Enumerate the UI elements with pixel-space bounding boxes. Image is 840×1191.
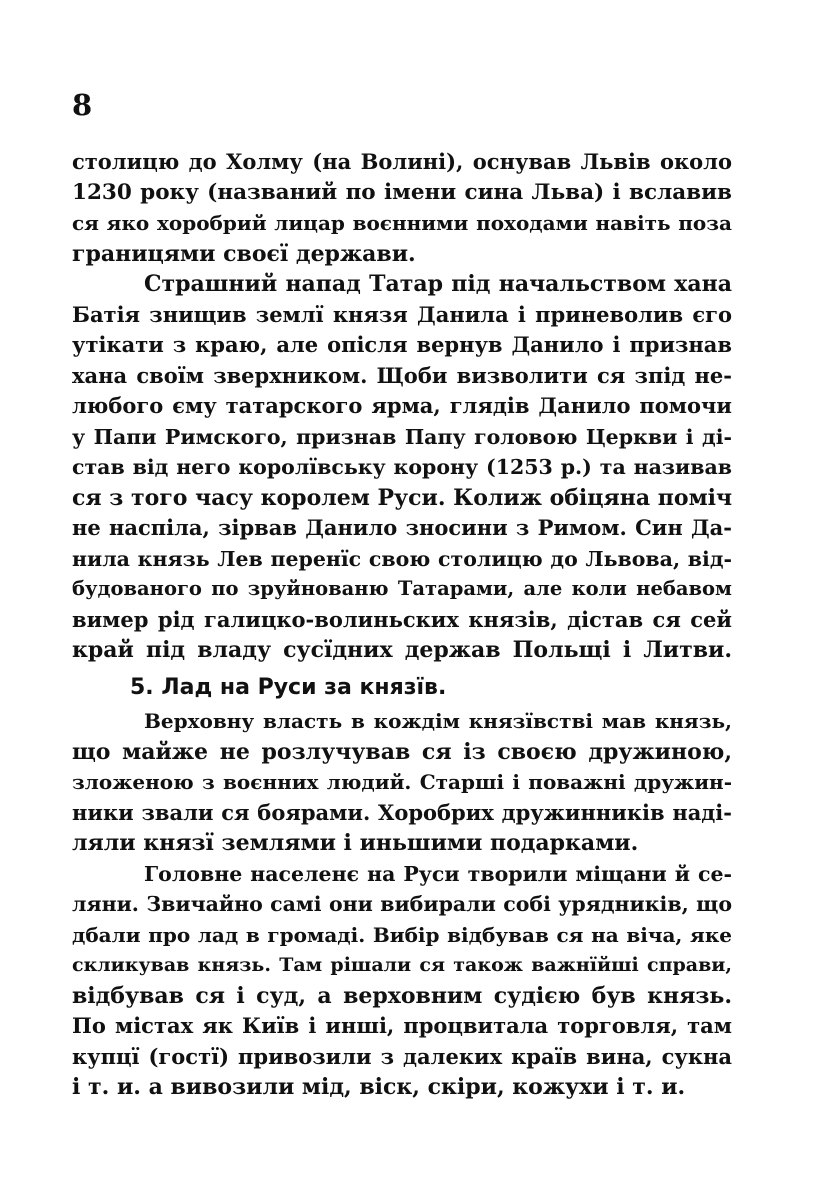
- section-heading: 5. Лад на Руси за князїв.: [130, 675, 447, 700]
- text-line: утікати з краю, але опісля вернув Данило і признав: [72, 332, 732, 357]
- text-line: край під владу сусїдних держав Польщі і Литви.: [72, 637, 732, 663]
- text-line: хана своїм зверхником. Щоби визволити ся зпід не-: [72, 362, 732, 388]
- text-line: що майже не розлучував ся із своєю дружиною,: [72, 738, 732, 765]
- text-line: Головне населенє на Руси творили міщани й се-: [144, 861, 732, 886]
- text-line: ляни. Звичайно самі они вибирали собі урядників, що: [72, 892, 732, 916]
- text-line: Верховну власть в кождім князївстві мав князь,: [144, 709, 732, 733]
- text-line: Страшний напад Татар під начальством хана: [144, 271, 732, 297]
- text-line: ся яко хоробрий лицар воєнними походами навіть поза: [72, 211, 732, 235]
- body-text-section-5: [72, 706, 732, 1103]
- text-line: вимер рід галицко-волиньских князів, дістав ся сей: [72, 606, 732, 632]
- text-line: став від него королївську корону (1253 р.) та називав: [72, 455, 732, 479]
- text-line: По містах як Київ і инші, процвитала торговля, там: [72, 1013, 732, 1038]
- body-text-section-4: [72, 147, 732, 666]
- text-line: 1230 року (названий по імени сина Льва) і вславив: [72, 179, 732, 205]
- text-line: скликував князь. Там рішали ся також важнїйші справи,: [72, 954, 732, 976]
- text-line: любого єму татарского ярма, глядів Данило помочи: [72, 393, 732, 418]
- text-line: нила князь Лев перенїс свою столицю до Львова, від-: [72, 546, 732, 571]
- text-line: у Папи Римского, признав Папу головою Церкви і ді-: [72, 424, 732, 449]
- text-line: Батія знищив землї князя Данила і приневолив єго: [72, 301, 732, 327]
- text-line: ся з того часу королем Руси. Колиж обіцяна поміч: [72, 484, 733, 511]
- text-line: ники звали ся боярами. Хоробрих дружинників наді-: [72, 799, 732, 825]
- text-line: відбував ся і суд, а верховним судією був князь.: [72, 982, 732, 1009]
- text-line: границями своєї держави.: [72, 240, 416, 267]
- text-line: і т. и. а вивозили мід, віск, скіри, кожухи і т. и.: [72, 1074, 686, 1100]
- text-line: столицю до Холму (на Волині), оснував Львів около: [72, 149, 732, 174]
- text-line: ляли князї землями і иньшими подарками.: [72, 830, 639, 856]
- text-line: не наспіла, зірвав Данило зносини з Римом. Син Да-: [72, 515, 732, 540]
- text-line: будованого по зруйнованю Татарами, але коли небавом: [72, 577, 732, 600]
- text-line: зложеною з воєнних людий. Старші і поважні дружин-: [72, 770, 732, 794]
- text-line: купцї (гостї) привозили з далеких країв вина, сукна: [72, 1043, 732, 1069]
- text-line: дбали про лад в громаді. Вибір відбував ся на віча, яке: [72, 922, 732, 947]
- page-number: 8: [72, 88, 93, 122]
